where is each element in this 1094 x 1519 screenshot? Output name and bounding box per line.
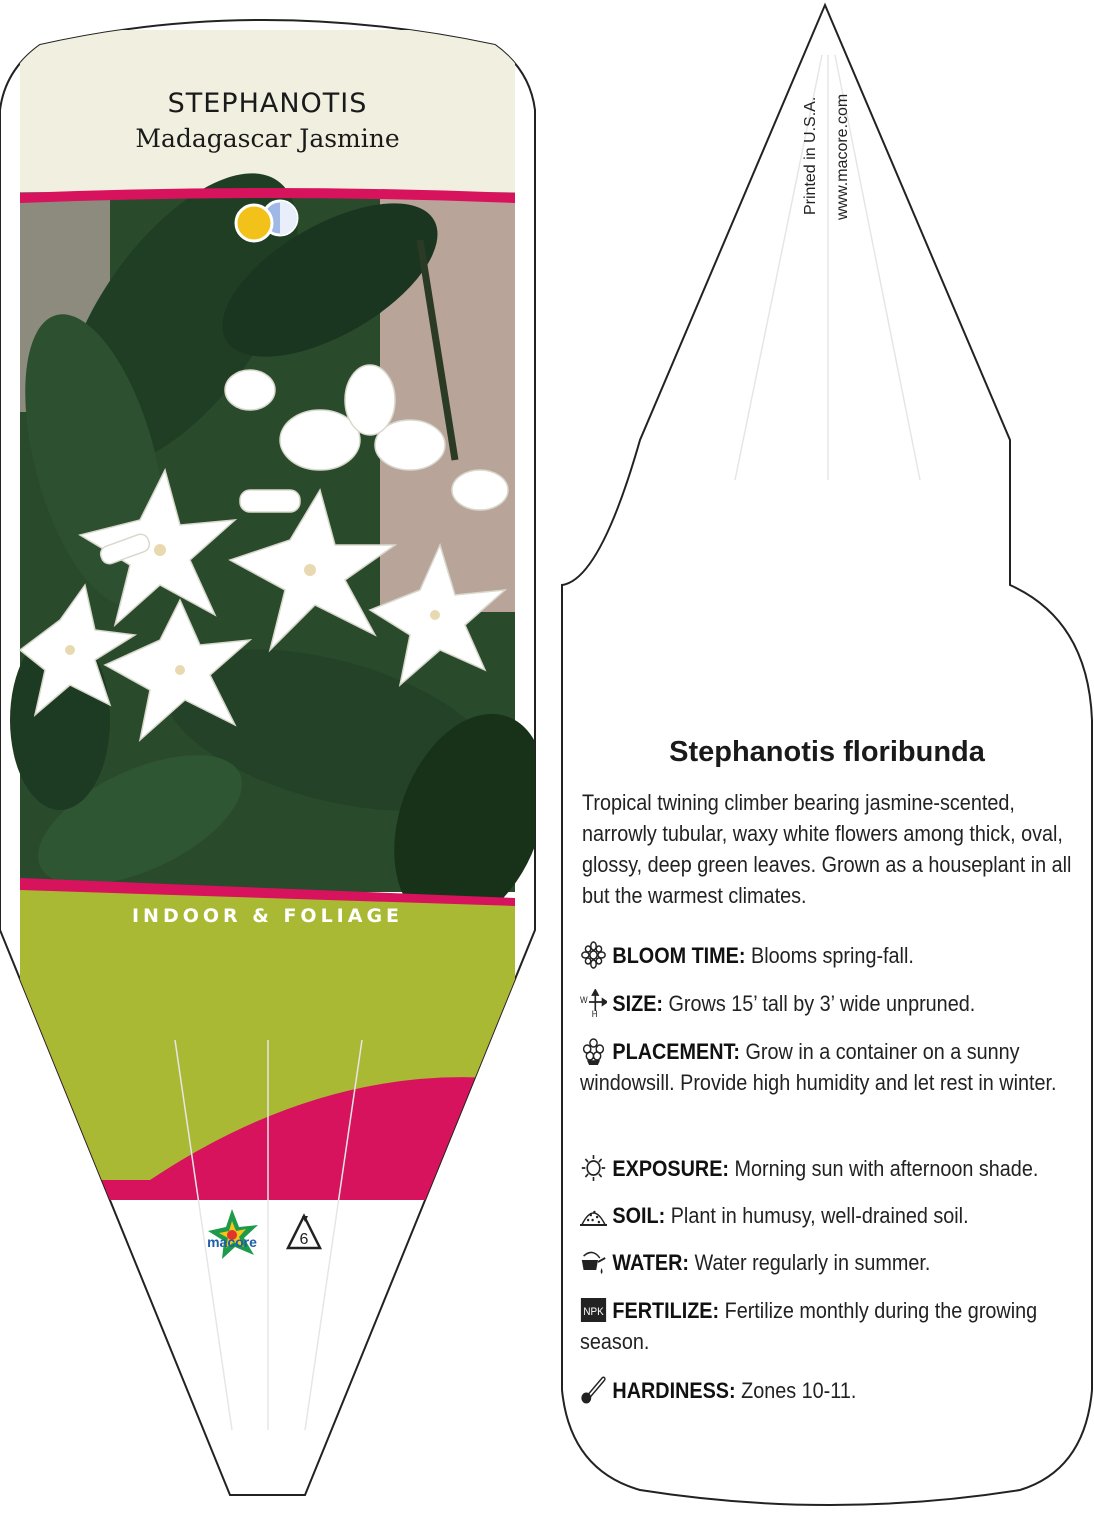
- attribute-value: Water regularly in summer.: [694, 1250, 931, 1275]
- recycle-code: 6: [299, 1231, 309, 1248]
- attribute-soil: [580, 1200, 1071, 1231]
- placement-icon: [580, 1037, 607, 1065]
- size-icon: [580, 989, 607, 1017]
- attribute-value: Fertilize monthly during the growing season.: [580, 1298, 1038, 1354]
- attribute-value: Blooms spring-fall.: [751, 943, 914, 968]
- attribute-value: Morning sun with afternoon shade.: [734, 1156, 1039, 1181]
- attribute-bloom: [580, 940, 1071, 971]
- exposure-icon: [580, 1154, 607, 1182]
- attribute-value: Zones 10-11.: [741, 1378, 857, 1403]
- brand-text: macore: [207, 1234, 257, 1250]
- attribute-label: HARDINESS:: [612, 1378, 736, 1403]
- attribute-placement: [580, 1036, 1071, 1098]
- water-icon: [580, 1248, 607, 1276]
- attribute-water: [580, 1247, 1071, 1278]
- attribute-label: FERTILIZE:: [612, 1298, 720, 1323]
- attribute-value: Grow in a container on a sunny windowsill. Provide high humidity and let rest in winter.: [580, 1039, 1057, 1095]
- attribute-hardiness: [580, 1375, 1071, 1406]
- attribute-label: WATER:: [612, 1250, 690, 1275]
- svg-text:W: W: [580, 994, 588, 1006]
- attribute-label: PLACEMENT:: [612, 1039, 741, 1064]
- bloom-icon: [580, 941, 607, 969]
- macore-logo: [200, 1205, 264, 1269]
- website: www.macore.com: [834, 93, 851, 220]
- attribute-label: SIZE:: [612, 991, 664, 1016]
- attribute-label: EXPOSURE:: [612, 1156, 730, 1181]
- macore-star-icon: [200, 1205, 264, 1269]
- scientific-name: Stephanotis floribunda: [669, 736, 985, 768]
- attribute-label: BLOOM TIME:: [612, 943, 746, 968]
- hardiness-icon: [580, 1376, 607, 1404]
- attribute-exposure: [580, 1153, 1071, 1184]
- attribute-fertilize: [580, 1295, 1071, 1357]
- printed-line: Printed in U.S.A.: [802, 96, 819, 215]
- category-label: INDOOR & FOLIAGE: [131, 905, 404, 927]
- common-name: STEPHANOTIS: [167, 88, 368, 119]
- svg-text:H: H: [591, 1008, 598, 1017]
- description: Tropical twining climber bearing jasmine-scented, narrowly tubular, waxy white flowers among thick, oval, glossy, deep green leaves. Grown as a houseplant in all but the warmest climates.: [582, 790, 1072, 908]
- svg-text:NPK: NPK: [583, 1306, 604, 1319]
- recycle-icon: [284, 1212, 324, 1256]
- attribute-value: Grows 15’ tall by 3’ wide unpruned.: [668, 991, 976, 1016]
- soil-icon: [580, 1201, 607, 1229]
- attribute-label: SOIL:: [612, 1203, 666, 1228]
- color-dot-yellow: [236, 205, 272, 241]
- latin-subtitle: Madagascar Jasmine: [135, 124, 400, 153]
- attribute-size: [580, 988, 1071, 1019]
- attribute-value: Plant in humusy, well-drained soil.: [670, 1203, 969, 1228]
- fertilize-icon: [580, 1296, 607, 1324]
- printed-info: [760, 60, 910, 230]
